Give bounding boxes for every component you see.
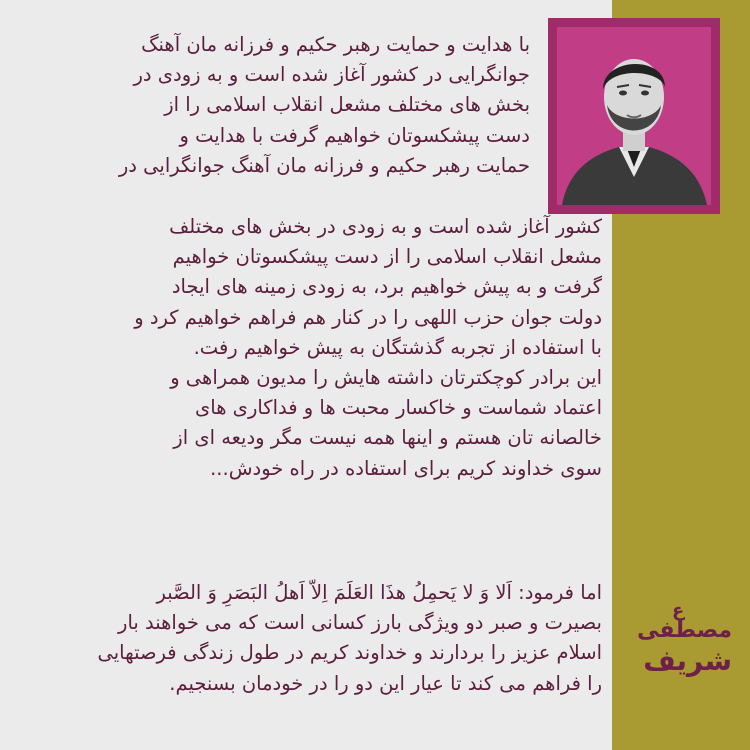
text-line: مشعل انقلاب اسلامی را از دست پیشکسوتان خواهیم	[172, 245, 602, 269]
portrait-frame	[548, 18, 720, 214]
text-line: حمایت رهبر حکیم و فرزانه مان آهنگ جوانگرایی در	[118, 153, 530, 177]
text-line: جوانگرایی در کشور آغاز شده است و به زودی در	[133, 63, 530, 87]
logo-last-name: شریف	[643, 644, 732, 677]
text-line: خالصانه تان هستم و اینها همه نیست مگر ودیعه ای از	[173, 426, 602, 450]
text-line: سوی خداوند کریم برای استفاده در راه خودش...	[210, 456, 602, 480]
text-line: دولت جوان حزب اللهی را در کنار هم فراهم خواهیم کرد و	[134, 305, 602, 329]
logo-mark: ع	[672, 600, 685, 621]
portrait-photo	[557, 27, 711, 205]
paragraph-intro-top	[36, 30, 530, 181]
text-line: دست پیشکسوتان خواهیم گرفت با هدایت و	[179, 123, 530, 147]
text-line: این برادر کوچکترتان داشته هایش را مدیون همراهی و	[170, 366, 602, 390]
text-line: اما فرمود: اَلا وَ لا یَحمِلُ هذَا العَلَمَ اِلاّ اَهلُ البَصَرِ وَ الصَّبر	[156, 581, 602, 604]
text-line: اسلام عزیز را بردارند و خداوند کریم در طول زندگی فرصتهایی	[97, 641, 602, 665]
text-line: بخش های مختلف مشعل انقلاب اسلامی را از	[164, 93, 530, 117]
text-line: با استفاده از تجربه گذشتگان به پیش خواهیم رفت.	[193, 335, 602, 359]
text-line: گرفت و به پیش خواهیم برد، به زودی زمینه های ایجاد	[171, 275, 602, 299]
paragraph-quote	[36, 578, 602, 699]
text-line: اعتماد شماست و خاکسار محبت ها و فداکاری های	[195, 396, 602, 420]
text-line: بصیرت و صبر دو ویژگی بارز کسانی است که می خواهند بار	[118, 611, 602, 635]
text-line: کشور آغاز شده است و به زودی در بخش های مختلف	[169, 215, 602, 238]
brand-logo	[637, 600, 732, 728]
text-line: را فراهم می کند تا عیار این دو را در خودمان بسنجیم.	[169, 671, 602, 695]
logo-first-name: مصطفی	[637, 618, 732, 643]
text-line: با هدایت و حمایت رهبر حکیم و فرزانه مان آهنگ	[141, 33, 530, 56]
paragraph-intro-bottom	[36, 212, 602, 484]
